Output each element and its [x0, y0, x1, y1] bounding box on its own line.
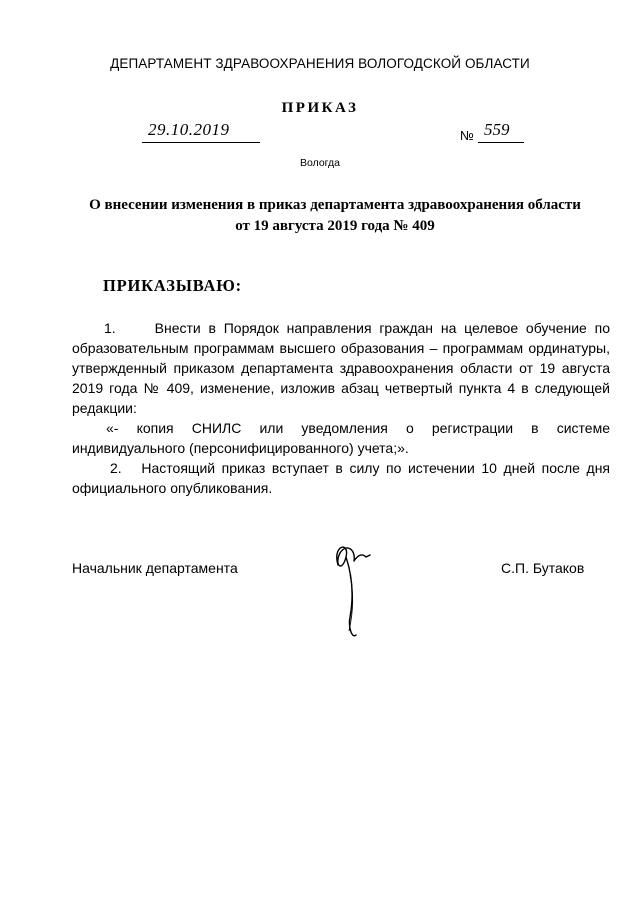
subject-line-2: от 19 августа 2019 года № 409 [235, 218, 435, 234]
order-number: 559 [484, 120, 510, 139]
signatory-title: Начальник департамента [72, 560, 238, 576]
order-date: 29.10.2019 [148, 120, 230, 139]
order-body [72, 318, 610, 498]
order-subject [70, 195, 600, 237]
handwritten-signature [320, 535, 380, 645]
order-item-1: 1. Внести в Порядок направления граждан на целевое обучение по образовательным программам высшего образования – программам ординатуры, утвержденный приказом департамента здравоохранения области от 19 августа 2019 года № 409, изменение, изложив абзац четвертый пункта 4 в следующей редакции: [72, 320, 610, 416]
order-item-1-quote: «- копия СНИЛС или уведомления о регистрации в системе индивидуального (персонифицированного) учета;». [72, 420, 610, 456]
document-type-title: ПРИКАЗ [281, 100, 359, 116]
number-sign: № [460, 128, 474, 143]
subject-line-1: О внесении изменения в приказ департамента здравоохранения области [89, 197, 581, 213]
order-directive: ПРИКАЗЫВАЮ: [103, 276, 242, 295]
order-item-2: 2. Настоящий приказ вступает в силу по истечении 10 дней после дня официального опубликования. [72, 460, 610, 496]
city-name: Вологда [299, 157, 341, 169]
department-header: ДЕПАРТАМЕНТ ЗДРАВООХРАНЕНИЯ ВОЛОГОДСКОЙ ОБЛАСТИ [110, 56, 530, 71]
signatory-name: С.П. Бутаков [501, 560, 585, 576]
